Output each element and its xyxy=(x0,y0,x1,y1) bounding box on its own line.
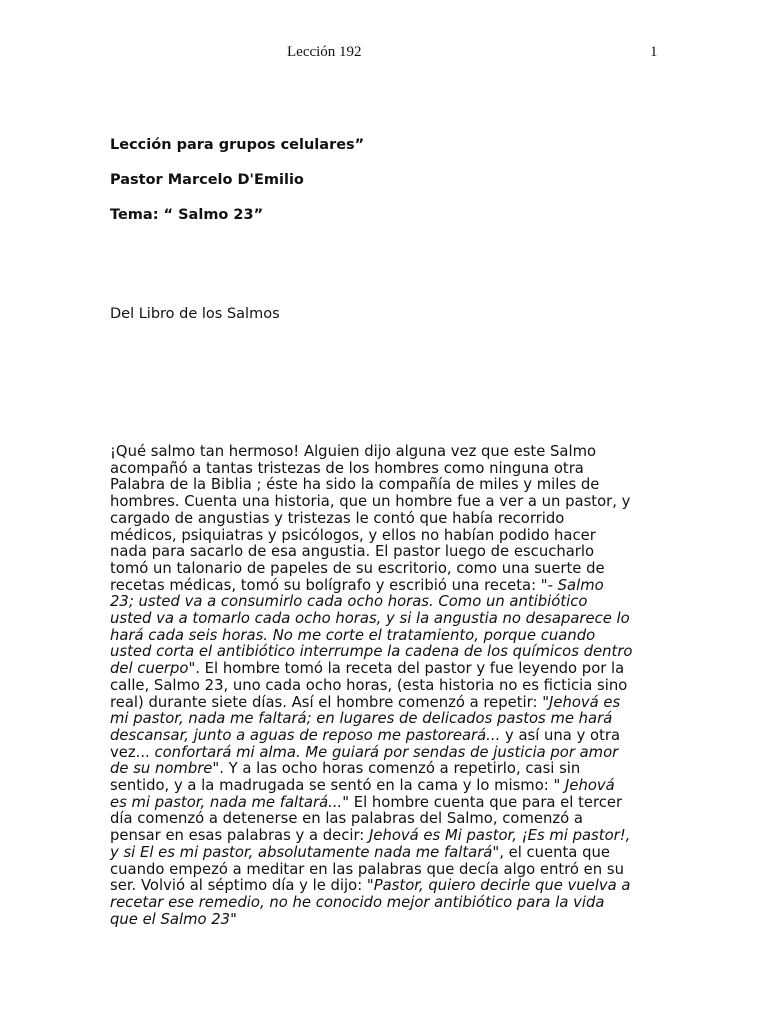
italic-text: de su nombre" xyxy=(110,760,220,778)
paragraph-line xyxy=(110,628,670,645)
paragraph-line xyxy=(110,878,670,895)
text-run: acompañó a tantas tristezas de los hombres como ninguna otra xyxy=(110,459,584,477)
italic-text: es mi pastor, nada me faltará... xyxy=(110,793,343,811)
paragraph-line xyxy=(110,828,670,845)
paragraph-line xyxy=(110,444,670,461)
paragraph-line xyxy=(110,795,670,812)
italic-text: descansar, junto a aguas de reposo me pastoreará... xyxy=(110,726,501,744)
paragraph-line xyxy=(110,528,670,545)
text-run: ¡Qué salmo tan hermoso! Alguien dijo alguna vez que este Salmo xyxy=(110,443,597,460)
body-paragraph xyxy=(110,444,670,928)
paragraph-line xyxy=(110,895,670,912)
text-run: Palabra de la Biblia ; éste ha sido la compañía de miles y miles de xyxy=(110,476,600,494)
paragraph-line xyxy=(110,561,670,578)
italic-text: "Jehová es xyxy=(542,693,621,711)
paragraph-line xyxy=(110,912,670,929)
italic-text: mi pastor, nada me faltará; en lugares de delicados pastos me hará xyxy=(110,710,613,728)
text-run: pensar en esas palabras y a decir: xyxy=(110,827,369,845)
italic-text: usted va a tomarlo cada ocho horas, y si la angustia no desaparece lo xyxy=(110,610,630,628)
paragraph-line xyxy=(110,761,670,778)
text-run: real) durante siete días. Así el hombre comenzó a repetir: xyxy=(110,693,543,711)
paragraph-line xyxy=(110,778,670,795)
text-run: , el cuenta que xyxy=(499,843,610,861)
text-run: nada para sacarlo de esa angustia. El pastor luego de escucharlo xyxy=(110,543,595,561)
italic-text: Salmo xyxy=(557,576,604,594)
italic-text: Jehová es Mi pastor, ¡Es mi pastor!, xyxy=(369,827,631,845)
paragraph-line xyxy=(110,544,670,561)
paragraph-line xyxy=(110,845,670,862)
italic-text: hará cada seis horas. No me corte el tratamiento, porque cuando xyxy=(110,626,596,644)
paragraph-line xyxy=(110,578,670,595)
text-run: tomó un talonario de papeles de su escritorio, como una suerte de xyxy=(110,559,605,577)
text-run: vez... xyxy=(110,743,155,761)
running-header: Lección 192 xyxy=(287,44,362,60)
text-run: médicos, psiquiatras y psicólogos, y ellos no habían podido hacer xyxy=(110,526,596,544)
text-run: cuando empezó a meditar en las palabras que decía algo entró en su xyxy=(110,860,624,878)
text-run: calle, Salmo 23, uno cada ocho horas, (esta historia no es ficticia sino xyxy=(110,676,628,694)
paragraph-line xyxy=(110,494,670,511)
text-run: día comenzó a detenerse en las palabras del Salmo, comenzó a xyxy=(110,810,583,828)
text-run: " El hombre cuenta que para el tercer xyxy=(342,793,623,811)
paragraph-line xyxy=(110,611,670,628)
paragraph-line xyxy=(110,862,670,879)
paragraph-line xyxy=(110,745,670,762)
text-run: y así una y otra xyxy=(500,726,621,744)
text-run: . El hombre tomó la receta del pastor y fue leyendo por la xyxy=(195,660,625,678)
paragraph-line xyxy=(110,644,670,661)
text-run: hombres. Cuenta una historia, que un hombre fue a ver a un pastor, y xyxy=(110,493,631,511)
italic-text: que el Salmo 23" xyxy=(110,910,237,928)
text-run: cargado de angustias y tristezas le contó que había recorrido xyxy=(110,509,565,527)
paragraph-line xyxy=(110,811,670,828)
paragraph-line xyxy=(110,477,670,494)
italic-text: confortará mi alma. Me guiará por sendas de justicia por amor xyxy=(154,743,619,761)
book-subtitle: Del Libro de los Salmos xyxy=(110,306,280,322)
italic-text: usted corta el antibiótico interrumpe la cadena de los químicos dentro xyxy=(110,643,633,661)
topic-heading: Tema: “ Salmo 23” xyxy=(110,207,264,223)
paragraph-line xyxy=(110,511,670,528)
paragraph-line xyxy=(110,711,670,728)
paragraph-line xyxy=(110,678,670,695)
paragraph-line xyxy=(110,661,670,678)
text-run: . Y a las ocho horas comenzó a repetirlo, casi sin xyxy=(219,760,581,778)
italic-text: y si El es mi pastor, absolutamente nada me faltará" xyxy=(110,843,500,861)
italic-text: recetar ese remedio, no he conocido mejor antibiótico para la vida xyxy=(110,893,605,911)
italic-text: 23; usted va a consumirlo cada ocho horas. Como un antibiótico xyxy=(110,593,588,611)
paragraph-line xyxy=(110,594,670,611)
italic-text: Jehová xyxy=(564,777,615,795)
paragraph-line xyxy=(110,728,670,745)
italic-text: "Pastor, quiero decirle que vuelva a xyxy=(366,877,631,895)
italic-text: del cuerpo" xyxy=(110,660,196,678)
text-run: ser. Volvió al séptimo día y le dijo: xyxy=(110,877,367,895)
text-run: recetas médicas, tomó su bolígrafo y escribió una receta: "- xyxy=(110,576,558,594)
paragraph-line xyxy=(110,695,670,712)
paragraph-line xyxy=(110,461,670,478)
page-number: 1 xyxy=(650,44,658,60)
author-heading: Pastor Marcelo D'Emilio xyxy=(110,172,304,188)
lesson-heading: Lección para grupos celulares” xyxy=(110,137,365,153)
text-run: sentido, y a la madrugada se sentó en la cama y lo mismo: " xyxy=(110,777,565,795)
